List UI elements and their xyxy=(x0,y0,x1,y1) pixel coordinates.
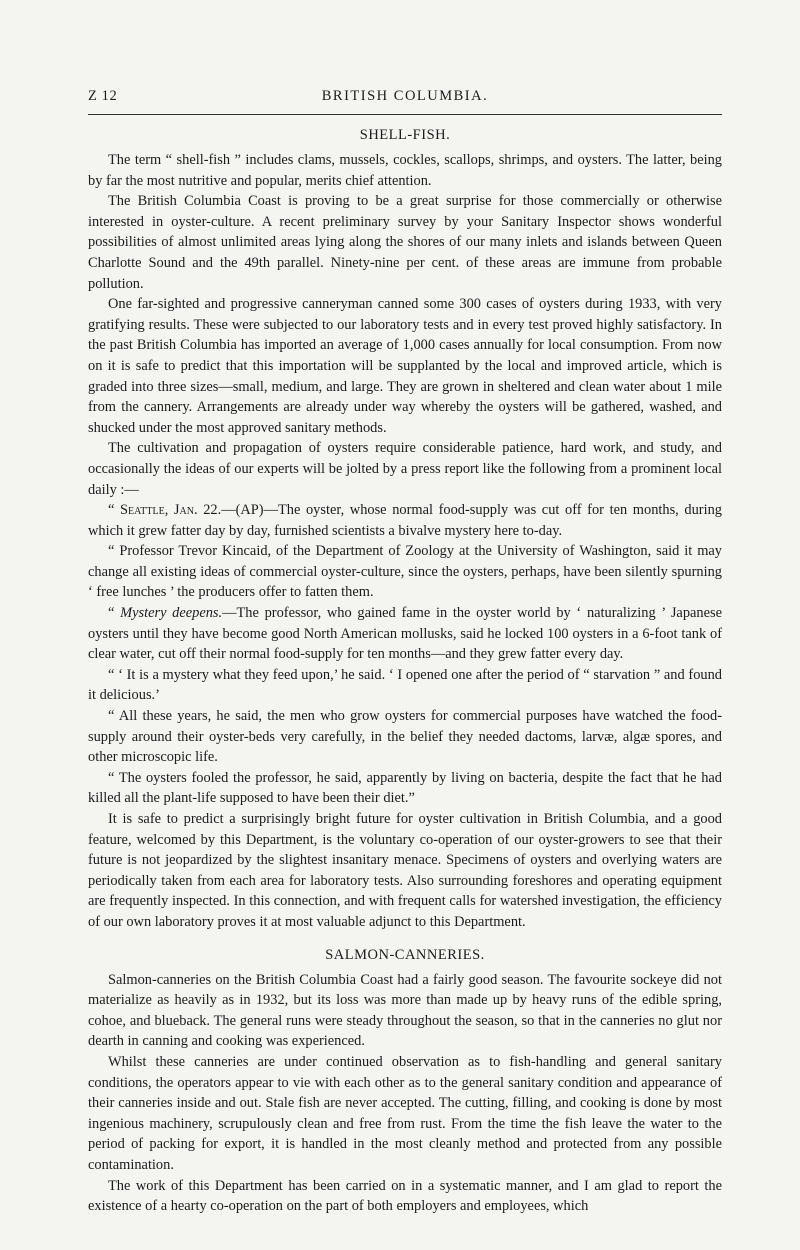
quote-open: “ xyxy=(108,502,121,519)
dateline: Seattle, Jan. 22. xyxy=(120,502,222,519)
paragraph: Salmon-canneries on the British Columbia Coast had a fairly good season. The favourite sockeye did not materialize as heavily as in 1932, but its loss was more than made up by heavy runs of the edible spring, cohoe, and blueback. The general runs were steady throughout the season, so that in the canneries no glut nor dearth in canning and cooking was experienced. xyxy=(88,971,722,1050)
header-rule xyxy=(88,114,722,115)
quoted-paragraph: “ ‘ It is a mystery what they feed upon,’ he said. ‘ I opened one after the period of “ starvation ” and found it delicious.’ xyxy=(88,666,722,704)
quoted-paragraph xyxy=(88,603,722,665)
paragraph: The term “ shell-fish ” includes clams, mussels, cockles, scallops, shrimps, and oysters. The latter, being by far the most nutritive and popular, merits chief attention. xyxy=(88,152,722,189)
paragraph: The cultivation and propagation of oysters require considerable patience, hard work, and study, and occasionally the ideas of our experts will be jolted by a press report like the following from a prominent local daily :— xyxy=(88,440,722,498)
quote-text: —The professor, who gained fame in the oyster world by ‘ naturalizing ’ Japanese oysters until they have become good North American mollusks, said he locked 100 oysters in a 6-foot tank of clear water, cut off their normal food-supply for ten months—and they grew fatter every day. xyxy=(88,605,722,663)
quoted-paragraph: “ Professor Trevor Kincaid, of the Department of Zoology at the University of Washington, said it may change all existing ideas of commercial oyster-culture, since the oysters, perhaps, have been silently spurning ‘ free lunches ’ the producers offer to fatten them. xyxy=(88,543,722,601)
quoted-paragraph xyxy=(88,500,722,541)
running-title: BRITISH COLUMBIA. xyxy=(321,88,489,104)
paragraph: The work of this Department has been carried on in a systematic manner, and I am glad to report the existence of a hearty co-operation on the part of both employers and employees, which xyxy=(88,1177,722,1215)
page-number: Z 12 xyxy=(88,88,118,104)
italic-subhead: Mystery deepens. xyxy=(120,605,223,622)
section-title-salmon-canneries: SALMON-CANNERIES. xyxy=(325,946,485,963)
paragraph: It is safe to predict a surprisingly bright future for oyster cultivation in British Columbia, and a good feature, welcomed by this Department, is the voluntary co-operation of our oyster-growers to see that their future is not jeopardized by the slightest insanitary menace. Specimens of oysters and overlying waters are periodically taken from each area for laboratory tests. Also surrounding foreshores and operating equipment are frequently inspected. In this connection, and with frequent calls for watershed investigation, the efficiency of our own laboratory proves it at most valuable adjunct to this Department. xyxy=(88,811,722,930)
quote-open: “ xyxy=(108,605,121,622)
running-header xyxy=(88,88,722,108)
quoted-paragraph: “ The oysters fooled the professor, he said, apparently by living on bacteria, despite the fact that he had killed all the plant-life supposed to have been their diet.” xyxy=(88,769,722,807)
quote-text: —(AP)—The oyster, whose normal food-supply was cut off for ten months, during which it grew fatter day by day, furnished scientists a bivalve mystery here to-day. xyxy=(88,502,722,539)
paragraph: The British Columbia Coast is proving to be a great surprise for those commercially or otherwise interested in oyster-culture. A recent preliminary survey by your Sanitary Inspector shows wonderful possibilities of almost unlimited areas lying along the shores of our many inlets and islands between Queen Charlotte Sound and the 49th parallel. Ninety-nine per cent. of these areas are immune from probable pollution. xyxy=(88,193,722,292)
paragraph: One far-sighted and progressive canneryman canned some 300 cases of oysters during 1933, with very gratifying results. These were subjected to our laboratory tests and in every test proved highly satisfactory. In the past British Columbia has imported an average of 1,000 cases annually for local consumption. From now on it is safe to predict that this importation will be supplanted by the local and improved article, which is graded into three sizes—small, medium, and large. They are grown in sheltered and clean water about 1 mile from the cannery. Arrangements are already under way whereby the oysters will be gathered, washed, and shucked under the most approved sanitary methods. xyxy=(88,296,722,436)
quoted-paragraph: “ All these years, he said, the men who grow oysters for commercial purposes have watched the food-supply around their oyster-beds very carefully, in the belief they needed dactoms, larvæ, algæ spores, and other microscopic life. xyxy=(88,708,722,766)
section-title-shellfish: SHELL-FISH. xyxy=(359,127,451,143)
document-page xyxy=(88,88,722,1217)
paragraph: Whilst these canneries are under continued observation as to fish-handling and general sanitary conditions, the operators appear to vie with each other as to the general sanitary condition and appearance of their canneries inside and out. Stale fish are never accepted. The cutting, filling, and cooking is done by most ingenious machinery, scrupulously clean and free from rust. From the time the fish leave the water to the period of packing for export, it is handled in the most cleanly method and protected from any possible contamination. xyxy=(88,1053,722,1173)
